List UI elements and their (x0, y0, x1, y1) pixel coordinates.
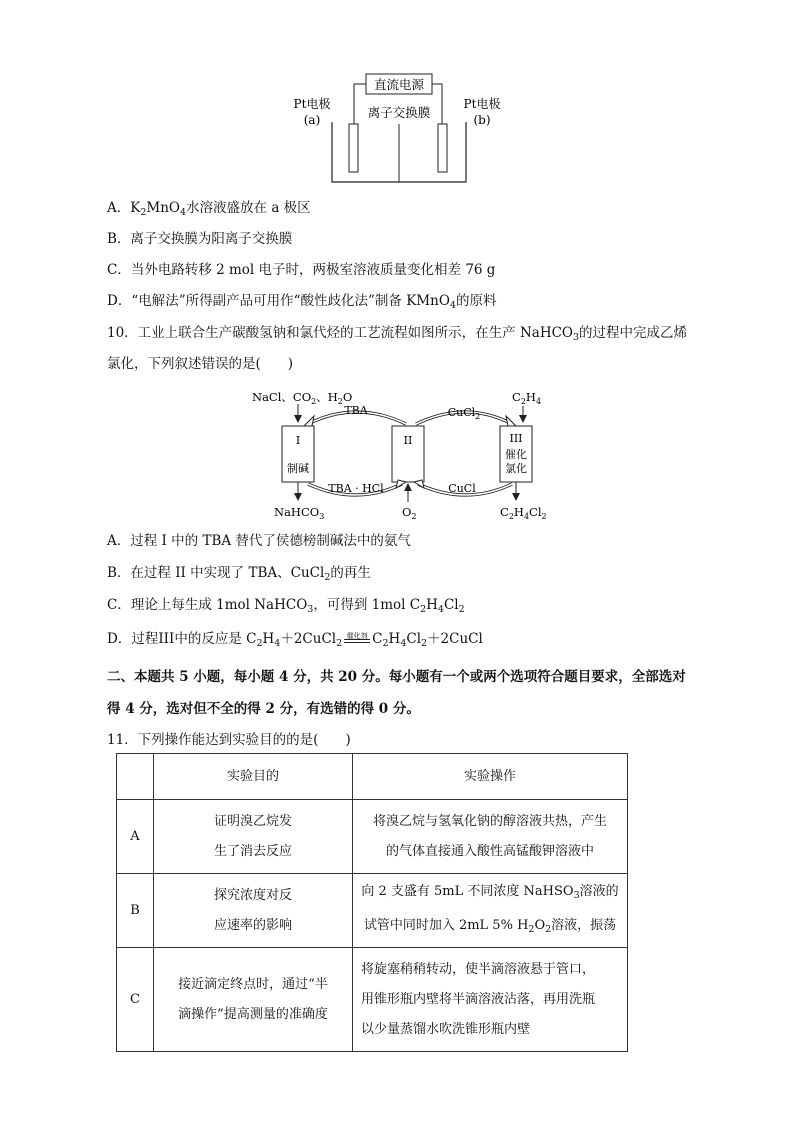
c2h4-input-label: $C_2H_4$ (512, 390, 542, 406)
q10-stem-line1: 10．工业上联合生产碳酸氢钠和氯代烃的工艺流程如图所示，在生产 NaHCO$_3$的过程中完成乙烯 (107, 325, 688, 343)
operation-cell: 将旋塞稍稍转动，使半滴溶液悬于管口， 用锥形瓶内壁将半滴溶液沾落，再用洗瓶 以少量蒸馏水吹洗锥形瓶内壁 (353, 948, 628, 1052)
inputs-left-label: NaCl、$CO_2$、$H_2O$ (252, 390, 353, 406)
q10-option-b: B．在过程 II 中实现了 TBA、CuCl$_2$的再生 (107, 565, 371, 583)
q10-option-a: A．过程 I 中的 TBA 替代了侯德榜制碱法中的氨气 (107, 533, 411, 549)
right-electrode-label: Pt电极 (463, 97, 501, 111)
box-i-title: I (295, 434, 301, 447)
table-header-cell (117, 754, 154, 800)
purpose-cell: 接近滴定终点时，通过“半 滴操作”提高测量的准确度 (154, 948, 353, 1052)
tba-hcl-label: TBA · HCl (328, 482, 384, 495)
operation-cell: 将溴乙烷与氢氧化钠的醇溶液共热，产生 的气体直接通入酸性高锰酸钾溶液中 (353, 800, 628, 874)
table-row (117, 948, 628, 1052)
q10-option-d: D．过程III中的反应是 $C_2H_4+2CuCl_2$ 催化剂 $C_2H_4Cl_2+2CuCl$ (107, 631, 483, 649)
q9-option-c: C．当外电路转移 2 mol 电子时，两极室溶液质量变化相差 76 g (107, 262, 496, 278)
electrolysis-diagram (290, 66, 510, 190)
tba-label: TBA (344, 404, 368, 417)
option-cell: A (117, 800, 154, 874)
left-electrode-label: Pt电极 (293, 97, 331, 111)
q9-option-b: B．离子交换膜为阳离子交换膜 (107, 231, 293, 247)
membrane-label: 离子交换膜 (367, 105, 431, 120)
cucl2-top-label: CuCl$_2$ (447, 406, 481, 421)
q10-stem-line2: 氯化，下列叙述错误的是( ) (107, 356, 294, 372)
table-header-cell: 实验目的 (154, 754, 353, 800)
box-ii-title: II (403, 434, 413, 447)
box-i-label: 制碱 (287, 462, 309, 475)
q10-option-c: C．理论上每生成 1mol NaHCO$_3$，可得到 1mol $C_2H_4Cl_2$ (107, 597, 465, 615)
electrode-a (349, 124, 358, 172)
experiment-table (116, 753, 628, 1052)
q9-option-d: D．“电解法”所得副产品可用作“酸性歧化法”制备 KMnO$_4$的原料 (107, 293, 497, 311)
electrode-b (438, 124, 447, 172)
option-cell: B (117, 874, 154, 948)
box-iii-label-2: 氯化 (505, 462, 527, 475)
power-label: 直流电源 (373, 77, 425, 92)
right-electrode-tag: (b) (473, 113, 491, 127)
c2h4cl2-output-label: $C_2H_4Cl_2$ (500, 505, 547, 521)
purpose-cell: 证明溴乙烷发 生了消去反应 (154, 800, 353, 874)
catalyst-arrow: 催化剂 (342, 633, 372, 647)
option-cell: C (117, 948, 154, 1052)
table-row (117, 874, 628, 948)
nahco3-output-label: NaHCO$_3$ (274, 505, 325, 521)
box-iii-label-1: 催化 (505, 448, 527, 461)
section2-heading-line1: 二、本题共 5 小题，每小题 4 分，共 20 分。每小题有一个或两个选项符合题目要求，全部选对 (107, 669, 686, 685)
table-header-row (117, 754, 628, 800)
process-flow-diagram (246, 384, 586, 524)
cucl-bottom-label: CuCl (448, 482, 476, 495)
table-header-cell: 实验操作 (353, 754, 628, 800)
box-iii-title: III (509, 432, 523, 445)
q11-stem: 11．下列操作能达到实验目的的是( ) (107, 732, 351, 748)
purpose-cell: 探究浓度对反 应速率的影响 (154, 874, 353, 948)
q9-option-a: A．$K_2MnO_4$水溶液盛放在 a 极区 (107, 200, 311, 218)
left-electrode-tag: (a) (303, 113, 321, 127)
operation-cell: 向 2 支盛有 5mL 不同浓度 NaHSO$_3$溶液的 试管中同时加入 2mL 5% $H_2O_2$溶液，振荡 (353, 874, 628, 948)
o2-input-label: $O_2$ (402, 505, 417, 521)
section2-heading-line2: 得 4 分，选对但不全的得 2 分，有选错的得 0 分。 (107, 701, 420, 717)
table-row (117, 800, 628, 874)
